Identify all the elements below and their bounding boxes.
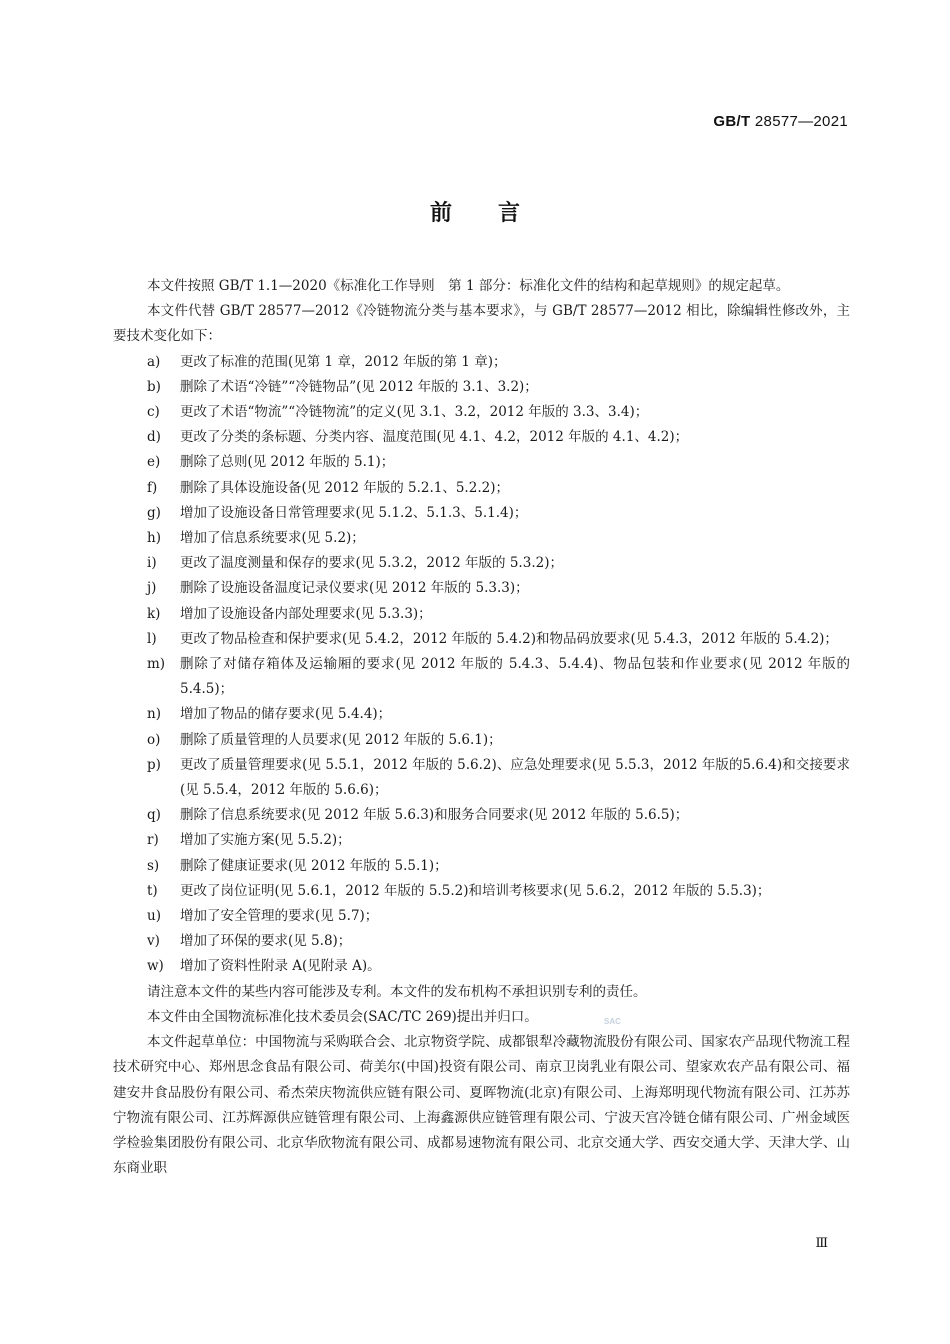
change-item-marker: r) (147, 832, 159, 849)
change-item-marker: g) (147, 504, 161, 521)
change-item (113, 879, 850, 904)
patent-notice: 请注意本文件的某些内容可能涉及专利。本文件的发布机构不承担识别专利的责任。 (147, 983, 647, 1000)
change-item (113, 929, 850, 954)
standard-code-number: 28577—2021 (754, 113, 848, 130)
change-item-text: 更改了质量管理要求(见 5.5.1，2012 年版的 5.6.2)、应急处理要求(见 5.5.3，2012 年版的5.6.4)和交接要求(见 5.5.4，2012 年版的 5.6.6)； (180, 756, 850, 799)
drafting-units: 本文件起草单位：中国物流与采购联合会、北京物资学院、成都银犁冷藏物流股份有限公司、国家农产品现代物流工程技术研究中心、郑州思念食品有限公司、荷美尔(中国)投资有限公司、南京卫岗乳业有限公司、望家欢农产品有限公司、福建安井食品股份有限公司、希杰荣庆物流供应链有限公司、夏晖物流(北京)有限公司、上海郑明现代物流有限公司、江苏苏宁物流有限公司、江苏辉源供应链管理有限公司、上海鑫源供应链管理有限公司、宁波天宫冷链仓储有限公司、广州金域医学检验集团股份有限公司、北京华欣物流有限公司、成都易速物流有限公司、北京交通大学、西安交通大学、天津大学、山东商业职 (113, 1034, 850, 1177)
change-item-text: 更改了标准的范围(见第 1 章，2012 年版的第 1 章)； (180, 353, 507, 370)
change-item-marker: j) (147, 580, 157, 597)
intro-paragraph-2: 本文件代替 GB/T 28577—2012《冷链物流分类与基本要求》，与 GB/T 28577—2012 相比，除编辑性修改外，主要技术变化如下： (113, 303, 850, 345)
change-item-marker: l) (147, 630, 157, 647)
change-item (113, 400, 850, 425)
standard-code-prefix: GB/T (713, 113, 751, 130)
page-title: 前言 (429, 201, 566, 226)
change-item-text: 增加了资料性附录 A(见附录 A)。 (180, 958, 381, 975)
change-item-text: 增加了物品的储存要求(见 5.4.4)； (180, 706, 392, 723)
change-item (113, 627, 850, 652)
document-body (113, 274, 850, 1181)
change-item-text: 更改了温度测量和保存的要求(见 5.3.2，2012 年版的 5.3.2)； (180, 555, 563, 572)
change-item (113, 526, 850, 551)
change-item-marker: b) (147, 378, 161, 395)
change-item (113, 576, 850, 601)
change-item-marker: p) (147, 756, 161, 773)
change-item (113, 602, 850, 627)
change-item (113, 828, 850, 853)
change-item-marker: m) (147, 656, 166, 673)
change-item (113, 728, 850, 753)
change-item-marker: u) (147, 908, 161, 925)
change-item (113, 476, 850, 501)
page-number: Ⅲ (815, 1236, 828, 1251)
change-item-marker: w) (147, 958, 164, 975)
change-item (113, 803, 850, 828)
change-item-marker: q) (147, 807, 161, 824)
change-item-text: 删除了对储存箱体及运输厢的要求(见 2012 年版的 5.4.3、5.4.4)、物品包装和作业要求(见 2012 年版的 5.4.5)； (180, 656, 850, 698)
change-item-text: 更改了岗位证明(见 5.6.1，2012 年版的 5.5.2)和培训考核要求(见 5.6.2，2012 年版的 5.5.3)； (180, 882, 771, 899)
change-item-text: 删除了健康证要求(见 2012 年版的 5.5.1)； (180, 857, 448, 874)
change-item-text: 增加了信息系统要求(见 5.2)； (180, 530, 365, 547)
change-item (113, 753, 850, 803)
change-item (113, 652, 850, 702)
change-item (113, 954, 850, 979)
change-item (113, 425, 850, 450)
change-item-marker: t) (147, 882, 158, 899)
change-item (113, 854, 850, 879)
change-item-marker: o) (147, 731, 161, 748)
change-item-text: 更改了物品检查和保护要求(见 5.4.2，2012 年版的 5.4.2)和物品码放要求(见 5.4.3，2012 年版的 5.4.2)； (180, 630, 838, 647)
change-item-text: 增加了实施方案(见 5.5.2)； (180, 832, 351, 849)
change-item-text: 删除了术语“冷链”“冷链物品”(见 2012 年版的 3.1、3.2)； (180, 378, 538, 395)
change-item-text: 增加了安全管理的要求(见 5.7)； (180, 908, 379, 925)
change-item-text: 增加了设施设备内部处理要求(见 5.3.3)； (180, 605, 432, 622)
change-item-marker: k) (147, 605, 161, 622)
change-item-marker: c) (147, 404, 160, 421)
change-item-text: 增加了设施设备日常管理要求(见 5.1.2、5.1.3、5.1.4)； (180, 504, 528, 521)
change-item-marker: v) (147, 933, 160, 950)
change-item-marker: h) (147, 530, 161, 547)
change-item-text: 删除了具体设施设备(见 2012 年版的 5.2.1、5.2.2)； (180, 479, 509, 496)
change-item-text: 删除了质量管理的人员要求(见 2012 年版的 5.6.1)； (180, 731, 502, 748)
change-item-text: 更改了术语“物流”“冷链物流”的定义(见 3.1、3.2，2012 年版的 3.3、3.4)； (180, 404, 649, 421)
change-item-marker: f) (147, 479, 158, 496)
change-item-text: 更改了分类的条标题、分类内容、温度范围(见 4.1、4.2，2012 年版的 4.1、4.2)； (180, 429, 689, 446)
change-item (113, 904, 850, 929)
change-item-marker: i) (147, 555, 157, 572)
change-item-marker: d) (147, 429, 161, 446)
change-item-text: 删除了总则(见 2012 年版的 5.1)； (180, 454, 395, 471)
proposer-statement: 本文件由全国物流标准化技术委员会(SAC/TC 269)提出并归口。 (147, 1008, 538, 1025)
change-item (113, 350, 850, 375)
change-item-marker: s) (147, 857, 160, 874)
change-item-text: 删除了信息系统要求(见 2012 年版 5.6.3)和服务合同要求(见 2012 年版的 5.6.5)； (180, 807, 689, 824)
change-item (113, 450, 850, 475)
change-item-text: 删除了设施设备温度记录仪要求(见 2012 年版的 5.3.3)； (180, 580, 529, 597)
sac-watermark: SAC (604, 1017, 621, 1026)
change-item-marker: e) (147, 454, 161, 471)
change-item-marker: n) (147, 706, 161, 723)
change-item (113, 702, 850, 727)
change-item-text: 增加了环保的要求(见 5.8)； (180, 933, 352, 950)
change-item (113, 501, 850, 526)
change-item (113, 551, 850, 576)
intro-paragraph-1: 本文件按照 GB/T 1.1—2020《标准化工作导则 第 1 部分：标准化文件的结构和起草规则》的规定起草。 (147, 278, 790, 294)
change-item (113, 375, 850, 400)
change-item-marker: a) (147, 353, 161, 370)
changes-list (113, 350, 850, 980)
standard-code (713, 113, 848, 130)
